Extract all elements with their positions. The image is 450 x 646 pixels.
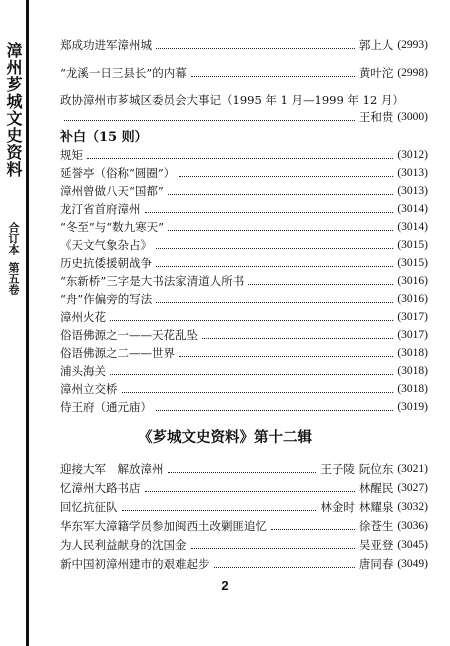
leader-dots [156, 247, 393, 249]
entry-author-2: 徐苍生 [358, 519, 394, 533]
spine-title: 漳州芗城文史资料 [4, 42, 23, 178]
entry-page: (3019) [397, 401, 428, 413]
toc-entry [60, 536, 428, 554]
leader-dots [179, 175, 393, 177]
toc-entry [60, 398, 428, 416]
entry-title: 历史抗倭援朝战争 [60, 256, 152, 270]
entry-title: 新中国初漳州建市的艰难起步 [60, 557, 210, 571]
entry-author-2: 吴亚登 [358, 538, 394, 552]
leader-dots [191, 75, 355, 77]
entry-title: 回忆抗征队 [60, 500, 118, 514]
leader-dots [168, 471, 317, 473]
entry-page: (3014) [397, 203, 428, 215]
spine-subtitle: 合订本 [7, 222, 20, 255]
toc-entry [60, 254, 428, 272]
toc-entry [60, 64, 428, 82]
toc-entry [60, 164, 428, 182]
entry-page: (3016) [397, 293, 428, 305]
toc-entry [60, 479, 428, 497]
leader-dots [179, 355, 393, 357]
toc-entry [60, 460, 428, 478]
book-spine-banner [0, 0, 29, 646]
entry-author-2: 阮位东 [358, 462, 394, 476]
toc-entry [60, 36, 428, 54]
leader-dots [64, 119, 355, 121]
entry-title: 浦头海关 [60, 364, 106, 378]
entry-author: 王和贵 [358, 110, 394, 124]
entry-page: (3027) [397, 482, 428, 494]
long-entry-title: 政协漳州市芗城区委员会大事记（1995 年 1 月—1999 年 12 月） [60, 93, 404, 107]
leader-dots [122, 391, 394, 393]
leader-dots [248, 283, 393, 285]
entry-author: 郭上人 [358, 38, 394, 52]
toc-entry [60, 308, 428, 326]
entry-title: “舟”作偏旁的写法 [60, 292, 153, 306]
entry-page: (2993) [397, 39, 428, 51]
entry-title: 漳州火花 [60, 310, 106, 324]
entry-page: (3017) [397, 311, 428, 323]
toc-entry [60, 380, 428, 398]
entry-page: (3016) [397, 275, 428, 287]
page-number: 2 [221, 578, 229, 593]
leader-dots [168, 193, 394, 195]
entry-page: (3012) [397, 149, 428, 161]
entry-title: 郑成功进军漳州城 [60, 38, 152, 52]
entry-title: 规矩 [60, 148, 83, 162]
entry-title: 龙汀省首府漳州 [60, 202, 141, 216]
toc-entry [60, 272, 428, 290]
toc-entry [60, 236, 428, 254]
entry-page: (2998) [397, 67, 428, 79]
leader-dots [145, 490, 355, 492]
toc-entry [60, 200, 428, 218]
entry-title: 忆漳州大路书店 [60, 481, 141, 495]
toc-entry [60, 108, 428, 126]
entry-title: “冬至”与“数九寒天” [60, 220, 165, 234]
leader-dots [271, 528, 355, 530]
entry-page: (3017) [397, 329, 428, 341]
toc-entry [60, 218, 428, 236]
issue-heading: 《芗城文史资料》第十二辑 [138, 429, 312, 446]
entry-title: 为人民利益献身的沈国金 [60, 538, 187, 552]
toc-entry [60, 344, 428, 362]
entry-title: 侍王府（通元庙） [60, 400, 152, 414]
entry-author: 林金时 [320, 500, 355, 514]
leader-dots [156, 301, 393, 303]
entry-title: 华东军大漳籍学员参加闽西土改剿匪追忆 [60, 519, 267, 533]
entry-title: 俗语佛源之二——世界 [60, 346, 175, 360]
toc-entry [60, 517, 428, 535]
entry-page: (3021) [397, 463, 428, 475]
entry-title: “龙溪一日三县长”的内幕 [60, 66, 187, 80]
entry-title: “东新桥”三字是大书法家清道人所书 [60, 274, 245, 288]
leader-dots [156, 265, 393, 267]
entry-author-2: 唐同春 [358, 557, 394, 571]
entry-author-2: 林耀泉 [358, 500, 394, 514]
entry-page: (3036) [397, 520, 428, 532]
section-heading: 补白（15 则） [60, 130, 148, 145]
entry-page: (3015) [397, 257, 428, 269]
entry-title: 俗语佛源之一——天花乱坠 [60, 328, 198, 342]
entry-title: 漳州曾做八天“国都” [60, 184, 164, 198]
entry-page: (3032) [397, 501, 428, 513]
toc-entry [60, 326, 428, 344]
entry-title: 《天文气象杂占》 [60, 238, 152, 252]
toc-entry [60, 290, 428, 308]
entry-page: (3018) [397, 383, 428, 395]
entry-page: (3049) [397, 558, 428, 570]
entry-author: 王子陵 [320, 462, 355, 476]
toc-entry [60, 182, 428, 200]
leader-dots [202, 337, 393, 339]
entry-author: 黄叶沱 [358, 66, 394, 80]
entry-title: 延誉亭（俗称“圆圈”） [60, 166, 176, 180]
entry-page: (3013) [397, 185, 428, 197]
leader-dots [110, 319, 393, 321]
entry-page: (3015) [397, 239, 428, 251]
leader-dots [110, 373, 393, 375]
toc-entry [60, 146, 428, 164]
entry-author-2: 林醒民 [358, 481, 394, 495]
entry-title: 漳州立交桥 [60, 382, 118, 396]
leader-dots [191, 547, 355, 549]
entry-page: (3045) [397, 539, 428, 551]
entry-page: (3014) [397, 221, 428, 233]
toc-entry [60, 362, 428, 380]
spine-volume: 第五卷 [7, 262, 20, 295]
entry-title: 迎接大军 解放漳州 [60, 462, 164, 476]
leader-dots [168, 229, 393, 231]
leader-dots [156, 47, 355, 49]
leader-dots [145, 211, 394, 213]
leader-dots [214, 566, 355, 568]
entry-page: (3018) [397, 365, 428, 377]
toc-entry [60, 555, 428, 573]
leader-dots [122, 509, 317, 511]
entry-page: (3000) [397, 111, 428, 123]
leader-dots [87, 157, 393, 159]
toc-entry [60, 498, 428, 516]
leader-dots [156, 409, 393, 411]
entry-page: (3013) [397, 167, 428, 179]
entry-page: (3018) [397, 347, 428, 359]
